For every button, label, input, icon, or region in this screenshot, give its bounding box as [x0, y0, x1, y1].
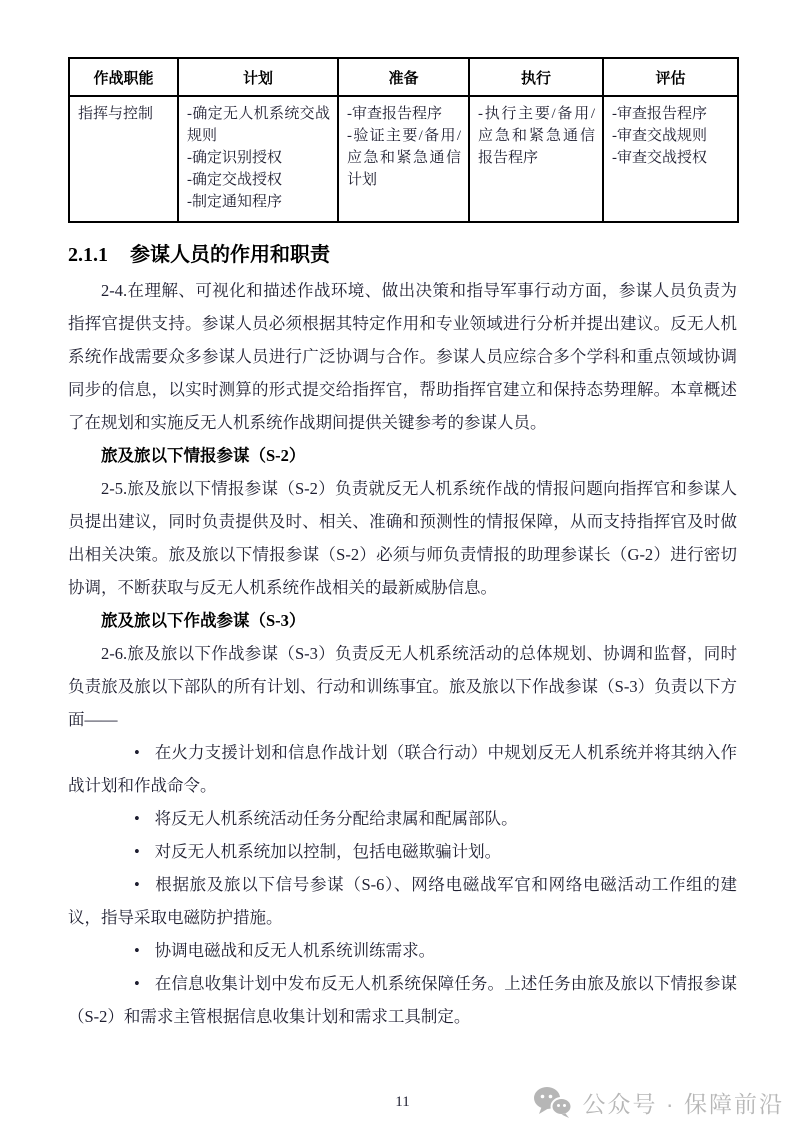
cell-plan: [178, 96, 338, 222]
section-title: 参谋人员的作用和职责: [130, 244, 330, 266]
cell-prepare-item: -审查报告程序: [347, 106, 442, 122]
bullet-marker: •: [134, 974, 140, 993]
bullet-marker: •: [134, 941, 140, 960]
bullet-item: [68, 934, 737, 967]
subheading-s2: 旅及旅以下情报参谋（S-2）: [101, 446, 306, 465]
bullet-text: 协调电磁战和反无人机系统训练需求。: [154, 941, 436, 960]
section-number: 2.1.1: [68, 244, 108, 266]
cell-function: [69, 96, 178, 222]
bullet-text: 对反无人机系统加以控制，包括电磁欺骗计划。: [154, 842, 502, 861]
bullet-item: [68, 736, 737, 802]
cell-assess-item: -审查报告程序: [612, 106, 707, 122]
bullet-text: 在信息收集计划中发布反无人机系统保障任务。上述任务由旅及旅以下情报参谋（S-2）和需求主管根据信息收集计划和需求工具制定。: [68, 974, 737, 1026]
bullet-marker: •: [134, 743, 140, 762]
bullet-text: 在火力支援计划和信息作战计划（联合行动）中规划反无人机系统并将其纳入作战计划和作战命令。: [68, 743, 737, 795]
table-row: [69, 96, 738, 222]
cell-execute-item: -执行主要/备用/应急和紧急通信报告程序: [478, 106, 595, 166]
col-header-assess: 评估: [603, 58, 738, 96]
paragraph-2-6: 2-6.旅及旅以下作战参谋（S-3）负责反无人机系统活动的总体规划、协调和监督，同时负责旅及旅以下部队的所有计划、行动和训练事宜。旅及旅以下作战参谋（S-3）负责以下方面——: [68, 644, 737, 729]
bullet-text: 根据旅及旅以下信号参谋（S-6）、网络电磁战军官和网络电磁活动工作组的建议，指导采取电磁防护措施。: [68, 875, 737, 927]
watermark: [533, 1086, 784, 1119]
cell-plan-item: -确定无人机系统交战规则: [187, 106, 330, 144]
bullet-item: [68, 868, 737, 934]
col-header-execute: 执行: [469, 58, 603, 96]
paragraph-2-5: 2-5.旅及旅以下情报参谋（S-2）负责就反无人机系统作战的情报问题向指挥官和参谋人员提出建议，同时负责提供及时、相关、准确和预测性的情报保障，从而支持指挥官及时做出相关决策。旅及旅以下情报参谋（S-2）必须与师负责情报的助理参谋长（G-2）进行密切协调，不断获取与反无人机系统作战相关的最新威胁信息。: [68, 479, 737, 597]
col-header-prepare: 准备: [338, 58, 469, 96]
cell-function-text: 指挥与控制: [78, 106, 154, 122]
paragraph-2-4: 2-4.在理解、可视化和描述作战环境、做出决策和指导军事行动方面，参谋人员负责为指挥官提供支持。参谋人员必须根据其特定作用和专业领域进行分析并提出建议。反无人机系统作战需要众多参谋人员进行广泛协调与合作。参谋人员应综合多个学科和重点领域协调同步的信息，以实时测算的形式提交给指挥官，帮助指挥官建立和保持态势理解。本章概述了在规划和实施反无人机系统作战期间提供关键参考的参谋人员。: [68, 281, 737, 432]
cell-plan-item: -确定识别授权: [187, 150, 282, 166]
cell-execute: [469, 96, 603, 222]
page-content: [68, 57, 737, 1033]
cell-assess-item: -审查交战授权: [612, 150, 707, 166]
table-header-row: [69, 58, 738, 96]
col-header-plan: 计划: [178, 58, 338, 96]
bullet-marker: •: [134, 875, 140, 894]
bullet-item: [68, 967, 737, 1033]
subheading-s3: 旅及旅以下作战参谋（S-3）: [101, 611, 306, 630]
cell-assess: [603, 96, 738, 222]
cell-prepare: [338, 96, 469, 222]
bullet-item: [68, 835, 737, 868]
operations-functions-table: [68, 57, 739, 223]
cell-plan-item: -确定交战授权: [187, 172, 282, 188]
page-number: 11: [395, 1094, 410, 1110]
cell-assess-item: -审查交战规则: [612, 128, 707, 144]
section-heading: [68, 238, 737, 267]
cell-plan-item: -制定通知程序: [187, 194, 282, 210]
bullet-text: 将反无人机系统活动任务分配给隶属和配属部队。: [154, 809, 518, 828]
wechat-icon: [533, 1086, 573, 1119]
bullet-marker: •: [134, 842, 140, 861]
cell-prepare-item: -验证主要/备用/应急和紧急通信计划: [347, 128, 461, 188]
bullet-marker: •: [134, 809, 140, 828]
col-header-function: 作战职能: [69, 58, 178, 96]
bullet-item: [68, 802, 737, 835]
watermark-text: 公众号 · 保障前沿: [582, 1091, 784, 1117]
